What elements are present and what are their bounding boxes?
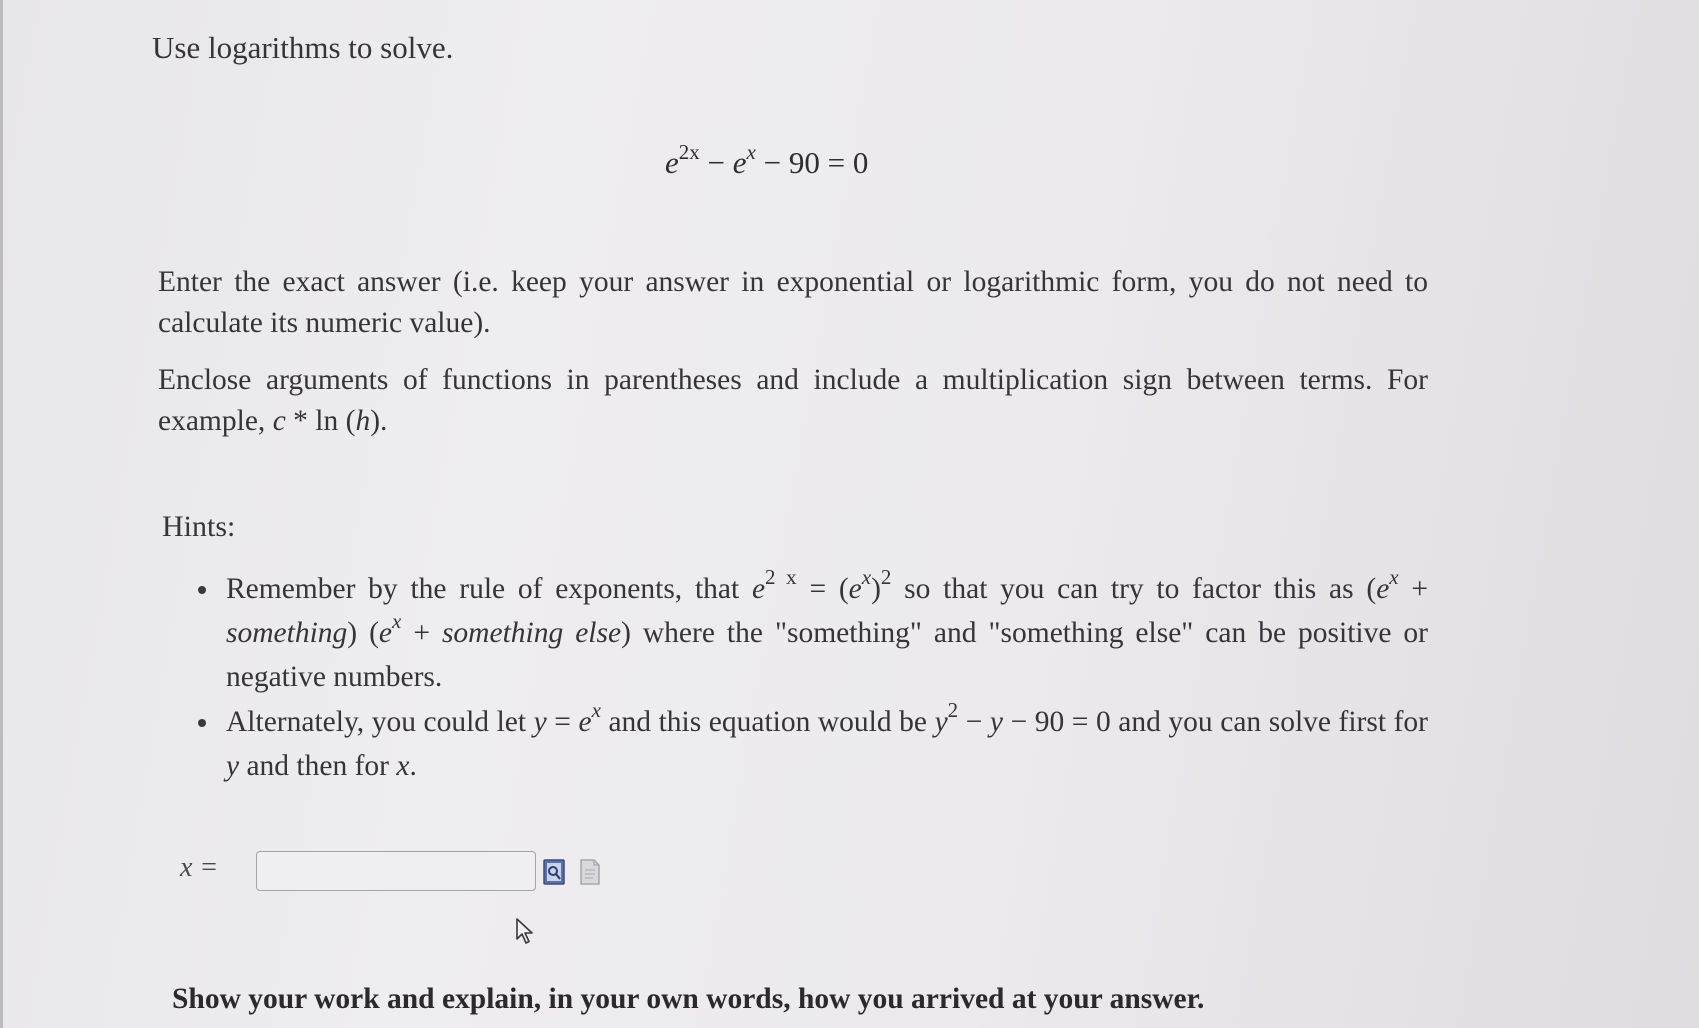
answer-input[interactable] [256, 851, 536, 891]
hint2-rest: − 90 = 0 and you can solve first for [1003, 706, 1429, 738]
hint2-y2-exp: 2 [947, 698, 959, 722]
hint2-period: . [409, 750, 417, 782]
hint2-mid: and this equation would be [600, 706, 935, 738]
hint1-e1: e [751, 573, 766, 605]
equation [665, 140, 869, 181]
bullet-icon [198, 719, 206, 727]
eq-base-2: e [732, 145, 747, 180]
hint2-then: and then for [239, 750, 397, 782]
parentheses-instruction [158, 360, 1428, 442]
hints-label: Hints: [162, 510, 236, 543]
para2-var-c: c [272, 405, 286, 437]
preview-icon[interactable] [543, 859, 565, 885]
hint-item-factor [198, 565, 1429, 698]
hint1-e3-exp: x [1389, 565, 1399, 589]
eq-exponent-2: x [746, 140, 756, 164]
hint1-something-else: something else [441, 617, 622, 649]
hint1-eq-open: = ( [796, 573, 849, 605]
eq-equals: = [827, 145, 846, 180]
eq-minus-2: − [763, 145, 782, 180]
para2-text: Enclose arguments of functions in parentheses and include a multiplication sign between terms. For example, [158, 364, 1428, 437]
hint2-y4: y [226, 750, 240, 782]
eq-exponent-1: 2x [678, 140, 700, 164]
hint1-e2-exp: x [861, 565, 872, 589]
hint2-lead: Alternately, you could let [226, 706, 534, 738]
hint2-eq: = [546, 706, 579, 738]
hint-list [198, 565, 1429, 787]
hint2-minus: − [958, 706, 990, 738]
hint1-e1-exp: 2 x [765, 565, 797, 589]
hint2-e-exp: x [591, 698, 601, 722]
para2-end: ). [370, 405, 388, 437]
hint2-y3: y [989, 706, 1004, 738]
hint1-something: something [226, 617, 348, 649]
eq-rhs: 0 [852, 145, 869, 180]
hint1-e4: e [378, 617, 393, 649]
hint1-close: ) [871, 573, 881, 605]
para2-var-h: h [355, 405, 371, 437]
hint1-plus1: + [1398, 573, 1429, 605]
question-instruction: Use logarithms to solve. [152, 30, 454, 65]
hint1-paren-mid: ) ( [347, 617, 379, 649]
hint-item-substitution [198, 698, 1429, 787]
hint1-e4-exp: x [392, 609, 402, 633]
eq-constant: 90 [788, 145, 820, 180]
hint1-e2: e [848, 573, 862, 605]
hint1-square: 2 [880, 565, 892, 589]
show-work-prompt: Show your work and explain, in your own words, how you arrived at your answer. [172, 983, 1205, 1015]
hint2-e: e [578, 706, 592, 738]
eq-base-1: e [665, 145, 679, 180]
hint2-x: x [396, 750, 410, 782]
para2-ln: * ln ( [285, 405, 356, 437]
exact-answer-instruction: Enter the exact answer (i.e. keep your answer in exponential or logarithmic form, you do not need to calculate its numeric value). [158, 266, 1428, 339]
left-border [0, 0, 3, 1028]
hint1-tail: ) where the "something" and "something else" can be positive or negative numbers. [226, 617, 1429, 693]
hint2-y1: y [533, 706, 547, 738]
hint1-lead: Remember by the rule of exponents, that [226, 573, 752, 605]
hint1-e3: e [1376, 573, 1390, 605]
hint2-y2: y [934, 706, 948, 738]
answer-label: x = [180, 852, 219, 883]
mouse-cursor-icon [515, 918, 537, 946]
bullet-icon [198, 586, 206, 594]
hint1-plus2: + [401, 617, 442, 649]
help-icon[interactable] [579, 859, 601, 885]
hint1-mid: so that you can try to factor this as ( [891, 573, 1377, 605]
eq-minus-1: − [707, 145, 725, 180]
